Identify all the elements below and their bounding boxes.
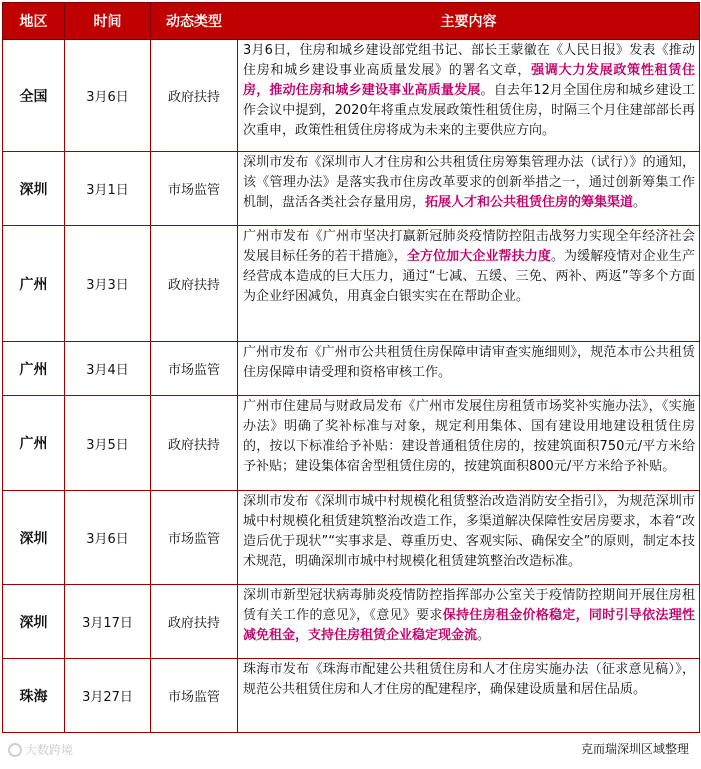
- cell-content: [238, 226, 700, 342]
- header-type: 动态类型: [151, 3, 238, 40]
- cell-region: 珠海: [3, 659, 65, 733]
- cell-region: 深圳: [3, 491, 65, 585]
- table-row: [3, 152, 700, 226]
- cell-content: [238, 659, 700, 733]
- cell-content: [238, 152, 700, 226]
- header-region: 地区: [3, 3, 65, 40]
- content-text: 广州市发布《广州市公共租赁住房保障申请审查实施细则》，规范本市公共租赁住房保障申请受理和资格审核工作。: [243, 345, 695, 380]
- cell-type: 政府扶持: [151, 226, 238, 342]
- cell-content: [238, 40, 700, 152]
- content-text: 。: [633, 195, 647, 210]
- content-text: 广州市发布《广州市坚决打赢新冠肺炎疫情防控阻击战努力实现全年经济社会发展目标任务的若干措施》，: [243, 229, 695, 264]
- watermark: [8, 741, 73, 758]
- table-row: [3, 659, 700, 733]
- table-row: [3, 342, 700, 396]
- cell-type: 政府扶持: [151, 40, 238, 152]
- table-header-row: [3, 3, 700, 40]
- watermark-logo-icon: [8, 743, 22, 757]
- cell-region: 广州: [3, 396, 65, 491]
- cell-type: 市场监管: [151, 659, 238, 733]
- cell-type: 市场监管: [151, 152, 238, 226]
- cell-region: 全国: [3, 40, 65, 152]
- content-text: 。为缓解疫情对企业生产经营成本造成的巨大压力，通过“七减、五缓、三免、两补、两返”等多个方面为企业纾困减负，用真金白银实实在在帮助企业。: [243, 249, 695, 304]
- table-row: [3, 585, 700, 659]
- content-text: 深圳市新型冠状病毒肺炎疫情防控指挥部办公室关于疫情防控期间开展住房租赁有关工作的意见》，《意见》要求: [243, 588, 695, 623]
- cell-content: [238, 585, 700, 659]
- content-highlight: 强调大力发展政策性租赁住房，推动住房和城乡建设事业高质量发展: [243, 63, 695, 98]
- cell-content: [238, 396, 700, 491]
- cell-region: 广州: [3, 342, 65, 396]
- content-text: 。自去年12月全国住房和城乡建设工作会议中提到，2020年将重点发展政策性租赁住房，时隔三个月住建部部长再次重申，政策性租赁住房将成为未来的主要供应方向。: [243, 83, 695, 138]
- table-row: [3, 40, 700, 152]
- watermark-text: 大数跨境: [25, 743, 74, 757]
- cell-region: 深圳: [3, 585, 65, 659]
- cell-date: 3月27日: [65, 659, 151, 733]
- cell-date: 3月3日: [65, 226, 151, 342]
- content-text: 深圳市发布《深圳市人才住房和公共租赁住房筹集管理办法（试行）》的通知，该《管理办法》是落实我市住房改革要求的创新举措之一，通过创新筹集工作机制，盘活各类社会存量用房，: [243, 155, 695, 210]
- cell-type: 市场监管: [151, 342, 238, 396]
- cell-content: [238, 491, 700, 585]
- table-row: [3, 491, 700, 585]
- cell-date: 3月1日: [65, 152, 151, 226]
- cell-region: 广州: [3, 226, 65, 342]
- content-text: 。: [477, 628, 491, 643]
- header-content: 主要内容: [238, 3, 700, 40]
- policy-table: [2, 2, 700, 733]
- content-highlight: 保持住房租金价格稳定，同时引导依法理性减免租金，支持住房租赁企业稳定现金流: [243, 608, 695, 643]
- cell-type: 市场监管: [151, 491, 238, 585]
- header-date: 时间: [65, 3, 151, 40]
- cell-date: 3月17日: [65, 585, 151, 659]
- table-row: [3, 226, 700, 342]
- cell-content: [238, 342, 700, 396]
- content-highlight: 全方位加大企业帮扶力度: [406, 249, 551, 264]
- cell-date: 3月6日: [65, 40, 151, 152]
- source-note: 克而瑞深圳区域整理: [580, 742, 689, 756]
- content-text: 深圳市发布《深圳市城中村规模化租赁整治改造消防安全指引》，为规范深圳市城中村规模化租赁建筑整治改造工作，多渠道解决保障性安居房要求，本着“改造后优于现状”“实事求是、尊重历史、客观实际、确保安全”的原则，制定本技术规范，明确深圳市城中村规模化租赁建筑整治改造标准。: [243, 494, 695, 569]
- cell-date: 3月4日: [65, 342, 151, 396]
- content-text: 广州市住建局与财政局发布《广州市发展住房租赁市场奖补实施办法》，《实施办法》明确了奖补标准与对象，规定利用集体、国有建设用地建设租赁住房的，按以下标准给予补贴：建设普通租赁住房的，按建筑面积750元/平方米给予补贴；建设集体宿舍型租赁住房的，按建筑面积800元/平方米给予补贴。: [243, 399, 695, 474]
- content-highlight: 拓展人才和公共租赁住房的筹集渠道: [425, 195, 634, 210]
- content-text: 3月6日，住房和城乡建设部党组书记、部长王蒙徽在《人民日报》发表《推动住房和城乡建设事业高质量发展》的署名文章，: [243, 43, 695, 78]
- cell-date: 3月6日: [65, 491, 151, 585]
- cell-region: 深圳: [3, 152, 65, 226]
- cell-date: 3月5日: [65, 396, 151, 491]
- content-text: 珠海市发布《珠海市配建公共租赁住房和人才住房实施办法（征求意见稿）》，规范公共租赁住房和人才住房的配建程序，确保建设质量和居住品质。: [243, 662, 695, 697]
- cell-type: 政府扶持: [151, 396, 238, 491]
- table-row: [3, 396, 700, 491]
- cell-type: 政府扶持: [151, 585, 238, 659]
